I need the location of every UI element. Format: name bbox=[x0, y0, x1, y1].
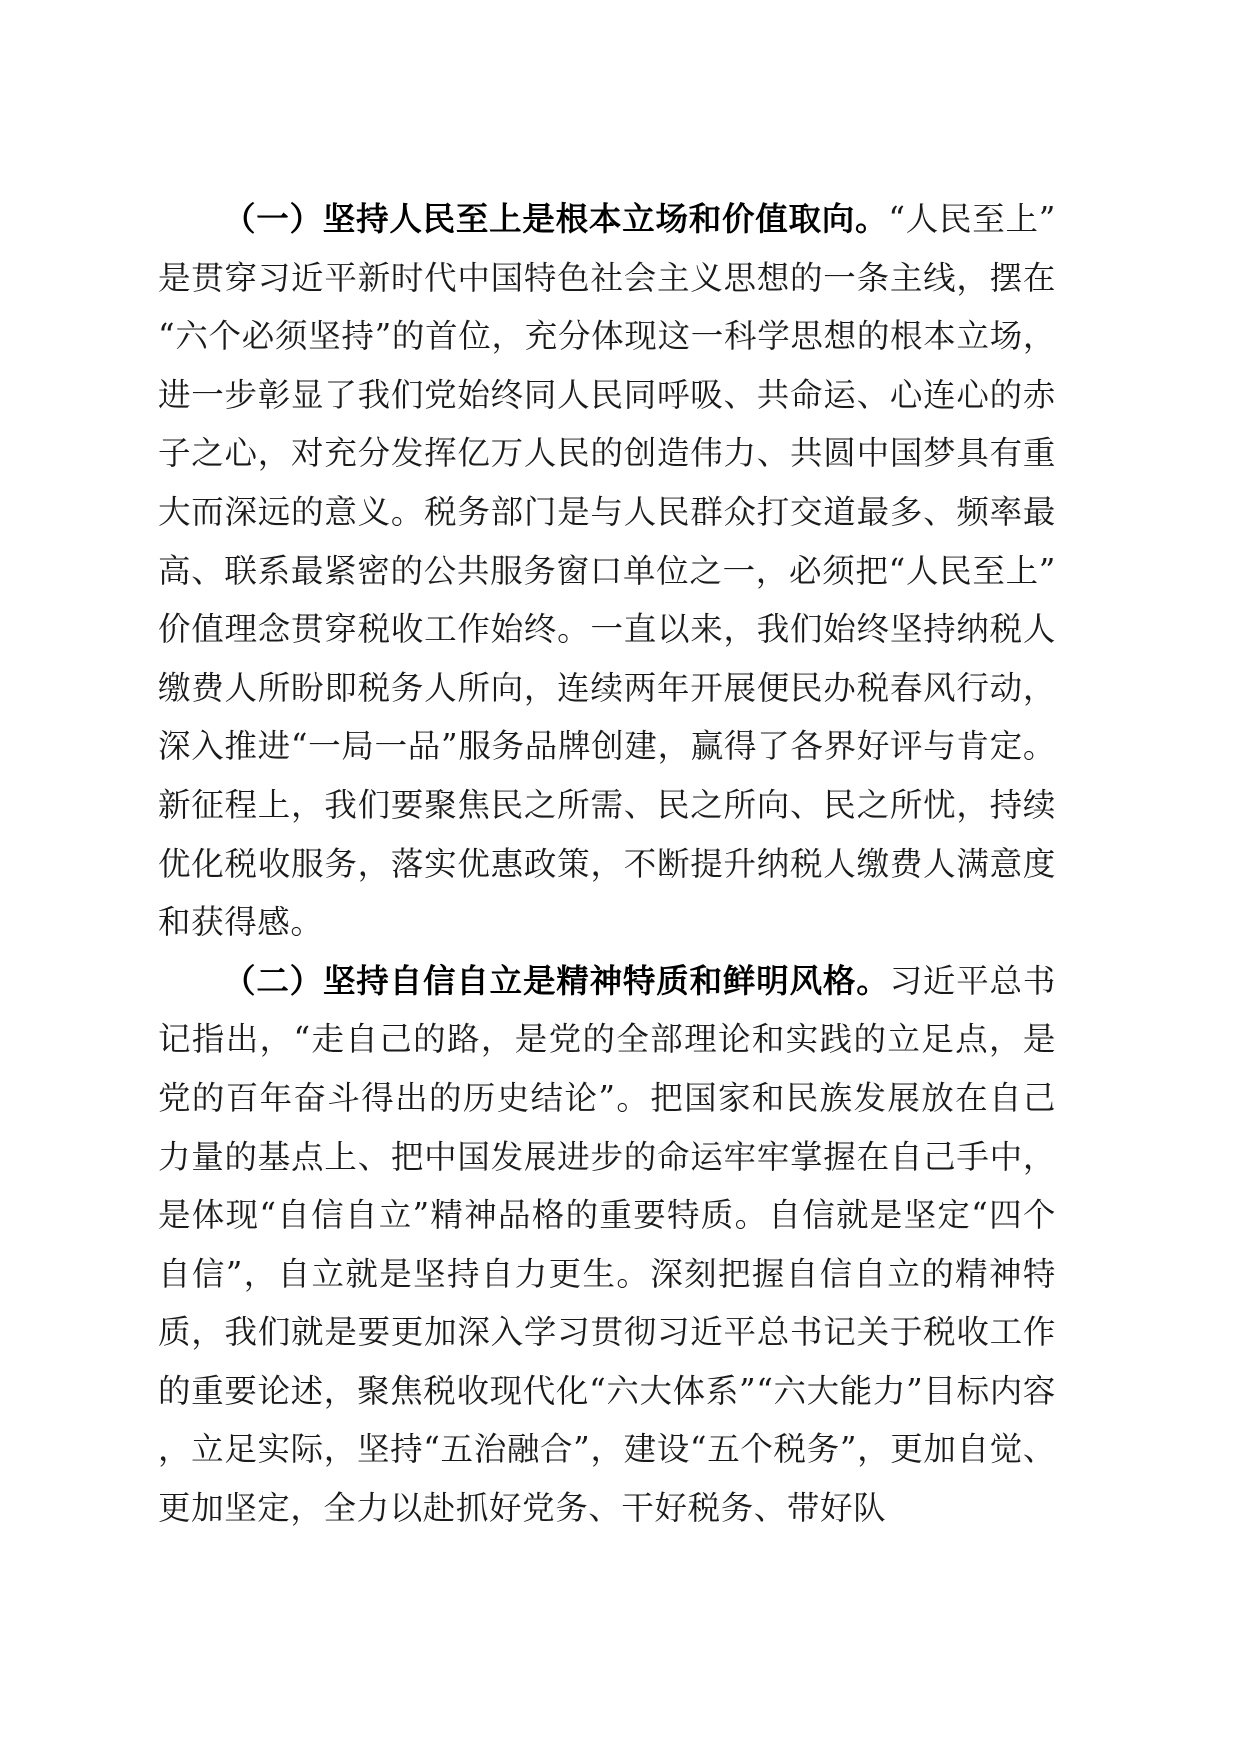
paragraph-body: 习近平总书记指出，“走自己的路，是党的全部理论和实践的立足点，是党的百年奋斗得出的历史结论”。把国家和民族发展放在自己力量的基点上、把中国发展进步的命运牢牢掌握在自己手中，是体现“自信自立”精神品格的重要特质。自信就是坚定“四个自信”，自立就是坚持自力更生。深刻把握自信自立的精神特质，我们就是要更加深入学习贯彻习近平总书记关于税收工作的重要论述，聚焦税收现代化“六大体系”“六大能力”目标内容，立足实际，坚持“五治融合”，建设“五个税务”，更加自觉、更加坚定，全力以赴抓好党务、干好税务、带好队 bbox=[158, 961, 1056, 1528]
paragraph-heading: （一）坚持人民至上是根本立场和价值取向。 bbox=[223, 199, 889, 238]
paragraph-heading: （二）坚持自信自立是精神特质和鲜明风格。 bbox=[223, 960, 890, 1000]
paragraph-people-first bbox=[158, 190, 1056, 952]
paragraph-body: “人民至上”是贯穿习近平新时代中国特色社会主义思想的一条主线，摆在“六个必须坚持”的首位，充分体现这一科学思想的根本立场，进一步彰显了我们党始终同人民同呼吸、共命运、心连心的赤子之心，对充分发挥亿万人民的创造伟力、共圆中国梦具有重大而深远的意义。税务部门是与人民群众打交道最多、频率最高、联系最紧密的公共服务窗口单位之一，必须把“人民至上”价值理念贯穿税收工作始终。一直以来，我们始终坚持纳税人缴费人所盼即税务人所向，连续两年开展便民办税春风行动，深入推进“一局一品”服务品牌创建，赢得了各界好评与肯定。新征程上，我们要聚焦民之所需、民之所向、民之所忧，持续优化税收服务，落实优惠政策，不断提升纳税人缴费人满意度和获得感。 bbox=[158, 200, 1056, 942]
paragraph-self-confidence bbox=[158, 952, 1056, 1538]
document-page bbox=[158, 190, 1056, 1538]
